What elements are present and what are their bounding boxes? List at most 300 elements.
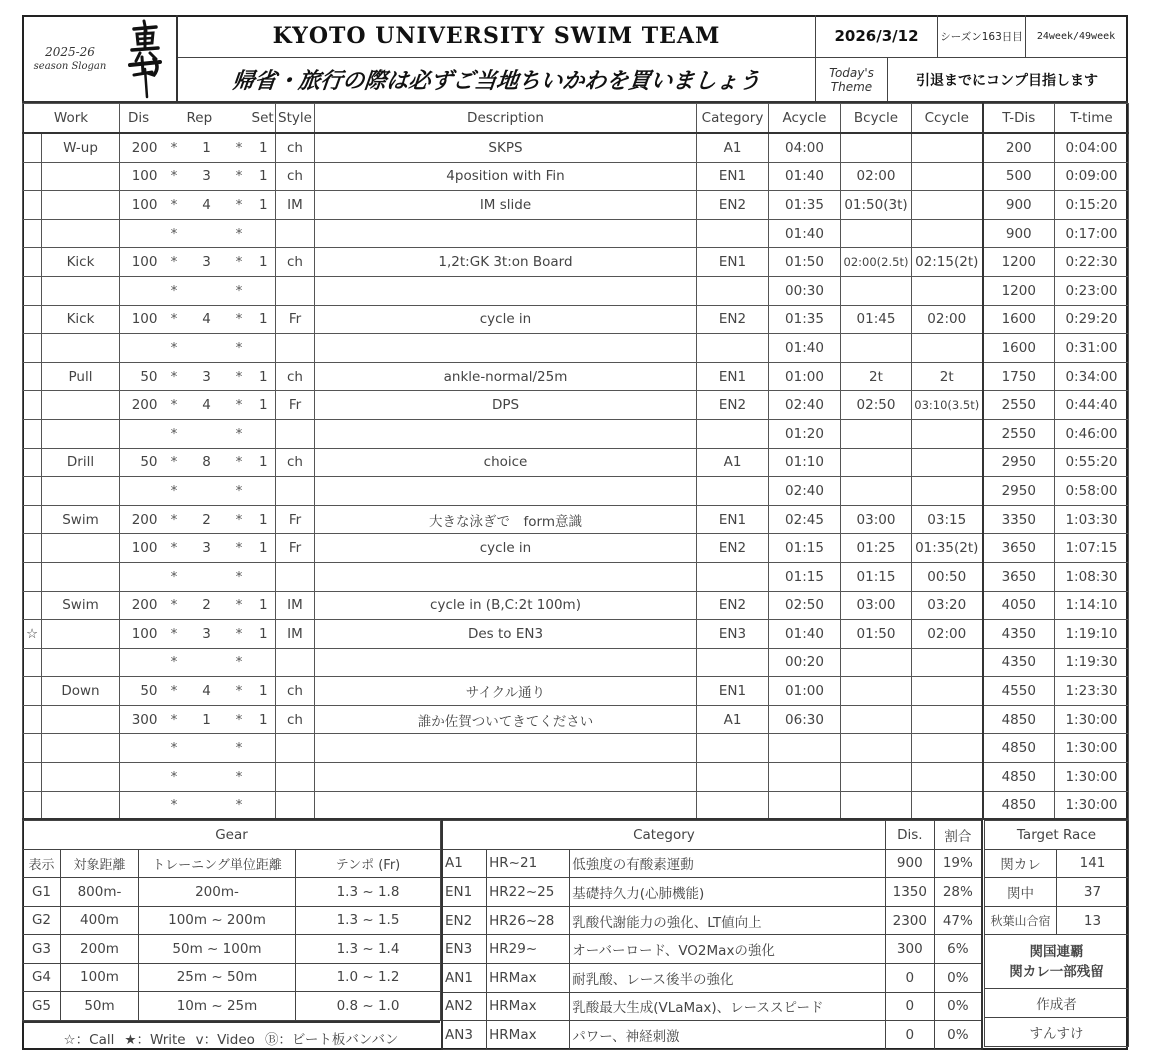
category-cell: EN2 <box>697 191 769 220</box>
mark-cell <box>23 705 42 734</box>
multiply-sign: * <box>162 391 187 420</box>
rep-cell: 8 <box>187 448 227 477</box>
mark-cell <box>23 791 42 820</box>
acycle-cell: 00:30 <box>769 276 841 305</box>
menu-row <box>23 305 1129 334</box>
col-header-tdis: T-Dis <box>983 104 1055 134</box>
acycle-cell: 02:50 <box>769 591 841 620</box>
total-distance-cell: 3650 <box>983 534 1055 563</box>
gear-unit-distance: 25m ~ 50m <box>139 963 296 992</box>
category-distance: 300 <box>885 935 934 964</box>
category-cell: EN2 <box>697 534 769 563</box>
category-purpose: 基礎持久力(心肺機能) <box>570 878 886 907</box>
set-cell <box>252 648 276 677</box>
multiply-sign: * <box>162 276 187 305</box>
category-ratio: 0% <box>934 1021 982 1050</box>
style-cell: ch <box>276 162 315 191</box>
race-name: 秋葉山合宿 <box>985 906 1057 935</box>
acycle-cell <box>769 791 841 820</box>
style-cell: ch <box>276 133 315 162</box>
gear-code: G5 <box>23 992 61 1021</box>
gear-tempo: 1.0 ~ 1.2 <box>296 963 441 992</box>
category-cell: A1 <box>697 705 769 734</box>
ccycle-cell: 2t <box>912 362 983 391</box>
mark-cell <box>23 133 42 162</box>
mark-cell <box>23 648 42 677</box>
description-cell: DPS <box>315 391 697 420</box>
description-cell <box>315 419 697 448</box>
bcycle-cell <box>841 477 912 506</box>
ccycle-cell <box>912 219 983 248</box>
menu-row <box>23 448 1129 477</box>
category-row <box>442 992 982 1021</box>
total-distance-cell: 1600 <box>983 305 1055 334</box>
slogan-box <box>22 15 178 101</box>
bcycle-cell <box>841 677 912 706</box>
set-cell: 1 <box>252 620 276 649</box>
menu-row <box>23 133 1129 162</box>
multiply-sign: * <box>227 219 252 248</box>
days-remaining: 141 <box>1057 849 1129 878</box>
bcycle-cell: 03:00 <box>841 591 912 620</box>
acycle-cell: 02:45 <box>769 505 841 534</box>
rep-cell: 3 <box>187 248 227 277</box>
style-cell: IM <box>276 620 315 649</box>
description-cell <box>315 276 697 305</box>
acycle-cell <box>769 734 841 763</box>
race-name: 関カレ <box>985 849 1057 878</box>
rep-cell: 1 <box>187 133 227 162</box>
distance-cell: 50 <box>120 677 162 706</box>
set-cell: 1 <box>252 191 276 220</box>
menu-row <box>23 648 1129 677</box>
target-race-row <box>985 878 1129 907</box>
acycle-cell: 00:20 <box>769 648 841 677</box>
col-header-style: Style <box>276 104 315 134</box>
category-cell <box>697 562 769 591</box>
distance-cell <box>120 648 162 677</box>
gear-header: 対象距離 <box>61 849 139 878</box>
category-cell: EN1 <box>697 248 769 277</box>
total-distance-cell: 1750 <box>983 362 1055 391</box>
work-cell <box>42 162 120 191</box>
category-purpose: 耐乳酸、レース後半の強化 <box>570 963 886 992</box>
multiply-sign: * <box>162 162 187 191</box>
rep-cell <box>187 734 227 763</box>
category-row <box>442 935 982 964</box>
category-cell: EN1 <box>697 505 769 534</box>
bcycle-cell <box>841 419 912 448</box>
distance-cell <box>120 477 162 506</box>
category-cell: A1 <box>697 448 769 477</box>
multiply-sign: * <box>162 705 187 734</box>
total-time-cell: 1:30:00 <box>1055 763 1129 792</box>
author-name: すんすけ <box>985 1017 1129 1046</box>
acycle-cell: 01:40 <box>769 334 841 363</box>
set-cell: 1 <box>252 534 276 563</box>
season-goal <box>985 935 1129 989</box>
todays-theme: 引退までにコンプ目指します <box>887 58 1126 101</box>
work-cell: Kick <box>42 248 120 277</box>
team-title: KYOTO UNIVERSITY SWIM TEAM <box>178 15 815 58</box>
mark-cell <box>23 419 42 448</box>
set-cell: 1 <box>252 448 276 477</box>
rep-cell <box>187 648 227 677</box>
gear-unit-distance: 50m ~ 100m <box>139 935 296 964</box>
col-header-rep: Rep <box>187 104 252 134</box>
gear-target-distance: 800m- <box>61 878 139 907</box>
gear-row <box>23 878 441 907</box>
multiply-sign: * <box>227 648 252 677</box>
category-distance: 2300 <box>885 906 934 935</box>
total-time-cell: 0:55:20 <box>1055 448 1129 477</box>
total-distance-cell: 1200 <box>983 248 1055 277</box>
style-cell: Fr <box>276 305 315 334</box>
total-time-cell: 0:44:40 <box>1055 391 1129 420</box>
total-distance-cell: 2550 <box>983 419 1055 448</box>
set-cell <box>252 734 276 763</box>
mark-cell <box>23 305 42 334</box>
ccycle-cell <box>912 133 983 162</box>
practice-date: 2026/3/12 <box>815 15 937 58</box>
gear-target-distance: 400m <box>61 906 139 935</box>
work-cell <box>42 648 120 677</box>
bcycle-cell <box>841 133 912 162</box>
distance-cell: 100 <box>120 162 162 191</box>
description-cell: cycle in <box>315 305 697 334</box>
work-cell <box>42 534 120 563</box>
ccycle-cell: 03:20 <box>912 591 983 620</box>
total-distance-cell: 4350 <box>983 620 1055 649</box>
multiply-sign: * <box>227 791 252 820</box>
rep-cell: 1 <box>187 705 227 734</box>
category-cell <box>697 734 769 763</box>
distance-cell: 100 <box>120 248 162 277</box>
menu-row <box>23 791 1129 820</box>
description-cell: 誰か佐賀ついてきてください <box>315 705 697 734</box>
multiply-sign: * <box>162 477 187 506</box>
distance-cell <box>120 276 162 305</box>
distance-cell <box>120 763 162 792</box>
category-ratio: 47% <box>934 906 982 935</box>
style-cell: IM <box>276 191 315 220</box>
set-cell <box>252 562 276 591</box>
description-cell <box>315 734 697 763</box>
category-code: EN1 <box>442 878 487 907</box>
menu-row <box>23 734 1129 763</box>
ccycle-cell: 01:35(2t) <box>912 534 983 563</box>
rep-cell <box>187 477 227 506</box>
mark-cell <box>23 734 42 763</box>
work-cell <box>42 334 120 363</box>
gear-tempo: 1.3 ~ 1.5 <box>296 906 441 935</box>
ccycle-cell <box>912 705 983 734</box>
set-cell: 1 <box>252 705 276 734</box>
category-row <box>442 963 982 992</box>
distance-cell: 50 <box>120 362 162 391</box>
col-header-description: Description <box>315 104 697 134</box>
mark-cell <box>23 391 42 420</box>
target-race-row <box>985 906 1129 935</box>
category-code: EN2 <box>442 906 487 935</box>
set-cell: 1 <box>252 133 276 162</box>
category-distance: 900 <box>885 849 934 878</box>
bcycle-cell: 01:25 <box>841 534 912 563</box>
heart-rate-zone: HRMax <box>487 1021 570 1050</box>
target-race-row <box>985 849 1129 878</box>
multiply-sign: * <box>162 191 187 220</box>
total-distance-cell: 900 <box>983 219 1055 248</box>
acycle-cell <box>769 763 841 792</box>
distance-cell <box>120 334 162 363</box>
total-distance-cell: 500 <box>983 162 1055 191</box>
category-row <box>442 849 982 878</box>
style-cell: ch <box>276 362 315 391</box>
mark-cell <box>23 505 42 534</box>
acycle-cell: 01:10 <box>769 448 841 477</box>
gear-table <box>22 820 441 1021</box>
multiply-sign: * <box>162 648 187 677</box>
legend-kickboard: Ⓑ：ビート板バンバン <box>264 1031 399 1048</box>
menu-row <box>23 362 1129 391</box>
multiply-sign: * <box>162 620 187 649</box>
gear-tempo: 1.3 ~ 1.8 <box>296 878 441 907</box>
category-distance: 0 <box>885 1021 934 1050</box>
mark-legend <box>22 1021 440 1052</box>
description-cell: 1,2t:GK 3t:on Board <box>315 248 697 277</box>
distance-cell: 300 <box>120 705 162 734</box>
race-name: 関中 <box>985 878 1057 907</box>
category-code: EN3 <box>442 935 487 964</box>
bcycle-cell <box>841 734 912 763</box>
set-cell: 1 <box>252 248 276 277</box>
work-cell: Down <box>42 677 120 706</box>
category-cell: EN1 <box>697 162 769 191</box>
total-time-cell: 1:30:00 <box>1055 791 1129 820</box>
gear-tempo: 1.3 ~ 1.4 <box>296 935 441 964</box>
total-time-cell: 1:08:30 <box>1055 562 1129 591</box>
category-code: A1 <box>442 849 487 878</box>
bcycle-cell <box>841 763 912 792</box>
work-cell <box>42 276 120 305</box>
work-cell: Kick <box>42 305 120 334</box>
menu-row <box>23 419 1129 448</box>
distance-cell <box>120 734 162 763</box>
total-distance-cell: 4850 <box>983 791 1055 820</box>
multiply-sign: * <box>162 334 187 363</box>
gear-row <box>23 935 441 964</box>
work-cell <box>42 620 120 649</box>
acycle-cell: 01:00 <box>769 362 841 391</box>
acycle-cell: 01:15 <box>769 534 841 563</box>
multiply-sign: * <box>162 362 187 391</box>
rep-cell: 4 <box>187 391 227 420</box>
gear-target-distance: 100m <box>61 963 139 992</box>
rep-cell: 3 <box>187 534 227 563</box>
menu-row <box>23 591 1129 620</box>
mark-cell <box>23 591 42 620</box>
category-row <box>442 878 982 907</box>
gear-row <box>23 963 441 992</box>
ccycle-cell <box>912 276 983 305</box>
gear-code: G1 <box>23 878 61 907</box>
multiply-sign: * <box>227 620 252 649</box>
summary-section <box>22 818 1128 1050</box>
col-header-set: Set <box>252 104 276 134</box>
gear-code: G2 <box>23 906 61 935</box>
category-distance: 1350 <box>885 878 934 907</box>
slogan-year: 2025-26 <box>45 45 95 59</box>
target-race-title: Target Race <box>985 821 1129 850</box>
mark-cell: ☆ <box>23 620 42 649</box>
category-ratio: 6% <box>934 935 982 964</box>
days-remaining: 13 <box>1057 906 1129 935</box>
multiply-sign: * <box>227 276 252 305</box>
description-cell: IM slide <box>315 191 697 220</box>
category-ratio: 0% <box>934 992 982 1021</box>
menu-row <box>23 705 1129 734</box>
gear-target-distance: 200m <box>61 935 139 964</box>
description-cell: サイクル通り <box>315 677 697 706</box>
acycle-cell: 01:40 <box>769 620 841 649</box>
category-cell <box>697 477 769 506</box>
rep-cell: 2 <box>187 591 227 620</box>
col-header-acycle: Acycle <box>769 104 841 134</box>
description-cell <box>315 648 697 677</box>
menu-row <box>23 763 1129 792</box>
total-time-cell: 0:58:00 <box>1055 477 1129 506</box>
category-purpose: 乳酸代謝能力の強化、LT値向上 <box>570 906 886 935</box>
bcycle-cell: 2t <box>841 362 912 391</box>
set-cell: 1 <box>252 305 276 334</box>
multiply-sign: * <box>227 562 252 591</box>
rep-cell: 2 <box>187 505 227 534</box>
set-cell: 1 <box>252 162 276 191</box>
total-time-cell: 0:31:00 <box>1055 334 1129 363</box>
mark-cell <box>23 276 42 305</box>
rep-cell <box>187 791 227 820</box>
style-cell <box>276 648 315 677</box>
total-distance-cell: 4850 <box>983 734 1055 763</box>
bcycle-cell <box>841 276 912 305</box>
multiply-sign: * <box>227 705 252 734</box>
acycle-cell: 06:30 <box>769 705 841 734</box>
bcycle-cell: 01:50 <box>841 620 912 649</box>
ccycle-cell: 03:15 <box>912 505 983 534</box>
total-time-cell: 1:30:00 <box>1055 734 1129 763</box>
col-header-ccycle: Ccycle <box>912 104 983 134</box>
menu-row <box>23 162 1129 191</box>
total-time-cell: 1:19:10 <box>1055 620 1129 649</box>
menu-row <box>23 562 1129 591</box>
category-cell <box>697 334 769 363</box>
heart-rate-zone: HR~21 <box>487 849 570 878</box>
multiply-sign: * <box>227 419 252 448</box>
bcycle-cell: 01:15 <box>841 562 912 591</box>
style-cell: ch <box>276 677 315 706</box>
category-cell <box>697 219 769 248</box>
sheet-header <box>22 15 1128 103</box>
set-cell <box>252 334 276 363</box>
category-cell: EN2 <box>697 591 769 620</box>
multiply-sign: * <box>227 391 252 420</box>
multiply-sign: * <box>227 763 252 792</box>
set-cell <box>252 477 276 506</box>
acycle-cell: 01:15 <box>769 562 841 591</box>
multiply-sign: * <box>162 219 187 248</box>
description-cell <box>315 763 697 792</box>
category-row <box>442 1021 982 1050</box>
multiply-sign: * <box>162 133 187 162</box>
bcycle-cell <box>841 791 912 820</box>
menu-row <box>23 477 1129 506</box>
mark-cell <box>23 534 42 563</box>
description-cell: cycle in (B,C:2t 100m) <box>315 591 697 620</box>
legend-video: v：Video <box>195 1031 255 1048</box>
set-cell: 1 <box>252 505 276 534</box>
style-cell <box>276 276 315 305</box>
category-cell <box>697 276 769 305</box>
total-time-cell: 1:23:30 <box>1055 677 1129 706</box>
distance-cell <box>120 419 162 448</box>
style-cell: ch <box>276 248 315 277</box>
gear-header-row <box>23 849 441 878</box>
acycle-cell: 01:40 <box>769 219 841 248</box>
set-cell <box>252 791 276 820</box>
mark-cell <box>23 448 42 477</box>
category-purpose: 低強度の有酸素運動 <box>570 849 886 878</box>
work-cell <box>42 763 120 792</box>
multiply-sign: * <box>227 133 252 162</box>
mark-cell <box>23 219 42 248</box>
bcycle-cell <box>841 334 912 363</box>
total-distance-cell: 2950 <box>983 448 1055 477</box>
category-cell: EN1 <box>697 677 769 706</box>
gear-unit-distance: 200m- <box>139 878 296 907</box>
ccycle-cell <box>912 734 983 763</box>
gear-row <box>23 992 441 1021</box>
style-cell: ch <box>276 705 315 734</box>
total-distance-cell: 2550 <box>983 391 1055 420</box>
gear-title: Gear <box>23 821 441 850</box>
work-cell: Pull <box>42 362 120 391</box>
category-ratio-header: 割合 <box>934 821 982 850</box>
category-summary-table <box>441 820 983 1050</box>
description-cell <box>315 219 697 248</box>
distance-cell: 100 <box>120 305 162 334</box>
multiply-sign: * <box>227 591 252 620</box>
total-time-cell: 0:17:00 <box>1055 219 1129 248</box>
total-distance-cell: 1200 <box>983 276 1055 305</box>
multiply-sign: * <box>227 334 252 363</box>
work-cell <box>42 705 120 734</box>
work-cell <box>42 477 120 506</box>
category-row <box>442 906 982 935</box>
category-cell: EN2 <box>697 391 769 420</box>
distance-cell: 100 <box>120 534 162 563</box>
rep-cell <box>187 219 227 248</box>
style-cell <box>276 562 315 591</box>
ccycle-cell <box>912 162 983 191</box>
work-cell <box>42 562 120 591</box>
gear-unit-distance: 10m ~ 25m <box>139 992 296 1021</box>
distance-cell: 200 <box>120 391 162 420</box>
multiply-sign: * <box>162 248 187 277</box>
menu-row <box>23 191 1129 220</box>
description-cell: choice <box>315 448 697 477</box>
multiply-sign: * <box>227 248 252 277</box>
category-ratio: 28% <box>934 878 982 907</box>
